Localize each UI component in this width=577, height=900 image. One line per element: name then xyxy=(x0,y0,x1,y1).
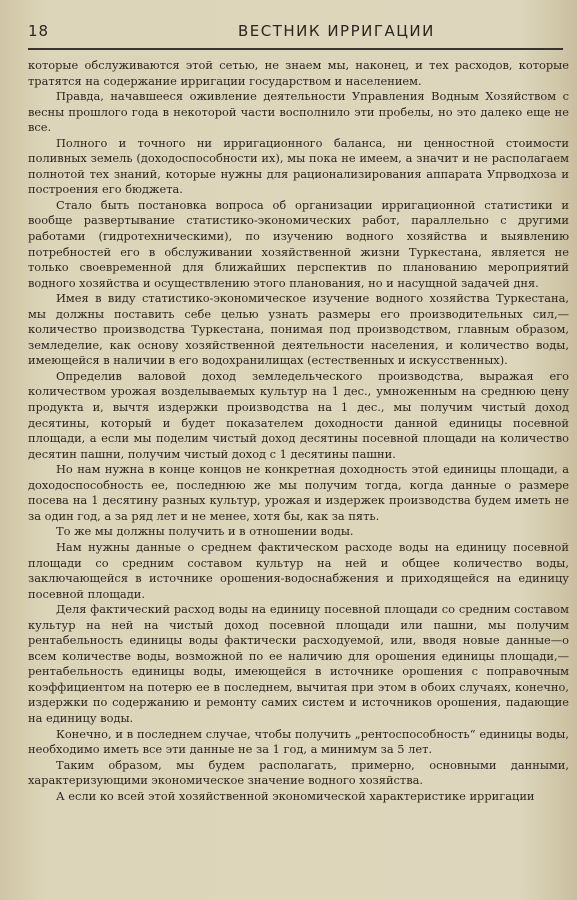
article-body xyxy=(28,58,569,804)
paragraph: Но нам нужна в конце концов не конкретная доходность этой единицы площади, а доходоспособность ее, последнюю же мы получим тогда, когда данные о размере посева на 1 десятину разных культур, урожая и издержек производства будем иметь не за один год, а за ряд лет и не менее, хотя бы, как за пять. xyxy=(28,462,569,523)
page-number: 18 xyxy=(28,22,50,40)
paragraph: То же мы должны получить и в отношении воды. xyxy=(56,524,354,539)
paragraph: Стало быть постановка вопроса об организации ирригационной статистики и вообще развертывание статистико-экономических работ, параллельно с другими работами (гидротехническими), по изучению водного хозяйства и выявлению потребностей его в обслуживании хозяйственной жизни Туркестана, является не только своевременной для ближайших перспектив по планованию мероприятий водного хозяйства и осуществлению этого планования, но и насущной задачей дня. xyxy=(28,197,569,290)
paragraph: Нам нужны данные о среднем фактическом расходе воды на единицу посевной площади со средним составом культур на ней и общее количество воды, заключающейся в источнике орошения-водоснабжения и приходящейся на единицу посевной площади. xyxy=(28,539,569,601)
paragraph: Полного и точного ни ирригационного баланса, ни ценностной стоимости поливных земель (доходоспособности их), мы пока не имеем, а значит и не располагаем полнотой тех знаний, которые нужны для рационализирования аппарата Упрводхоза и построения его бюджета. xyxy=(28,135,569,197)
paragraph: Имея в виду статистико-экономическое изучение водного хозяйства Туркестана, мы должны поставить себе целью узнать размеры его производительных сил,—количество производства Туркестана, понимая под производством, главным образом, земледелие, как основу хозяйственной деятельности населения, и количество воды, имеющейся в наличии в его водохранилищах (естественных и искусственных). xyxy=(28,291,569,368)
paragraph: Деля фактический расход воды на единицу посевной площади со средним составом культур на ней на чистый доход посевной площади или пашни, мы получим рентабельность единицы воды фактически расходуемой, или, вводя новые данные—о всем количестве воды, возможной по ее наличию для орошения единицы площади,—рентабельность единицы воды, имеющейся в источнике орошения с поправочным коэффициентом на потерю ее в последнем, вычитая при этом в обоих случаях, конечно, издержки по содержанию и ремонту самих систем и источников орошения, падающие на единицу воды. xyxy=(28,602,569,725)
paragraph: Определив валовой доход земледельческого производства, выражая его количеством урожая возделываемых культур на 1 дес., умноженным на среднюю цену продукта и, вычтя издержки производства на 1 дес., мы получим чистый доход десятины, который и будет показателем доходности данной единицы посевной площади, а если мы поделим чистый доход десятины посевной площади на количество десятин пашни, получим чистый доход с 1 десятины пашни. xyxy=(28,368,569,461)
paragraph: которые обслуживаются этой сетью, не знаем мы, наконец, и тех расходов, которые тратятся на содержание ирригации государством и населением. xyxy=(28,58,569,88)
page-header xyxy=(28,22,563,50)
paragraph: Конечно, и в последнем случае, чтобы получить „рентоспособность“ единицы воды, необходимо иметь все эти данные не за 1 год, а минимум за 5 лет. xyxy=(28,726,569,757)
paragraph: Таким образом, мы будем располагать, примерно, основными данными, характеризующими экономическое значение водного хозяйства. xyxy=(28,757,569,788)
paragraph: Правда, начавшееся оживление деятельности Управления Водным Хозяйством с весны прошлого года в некоторой части восполнило эти пробелы, но это далеко еще не все. xyxy=(28,89,569,135)
journal-title: ВЕСТНИК ИРРИГАЦИИ xyxy=(238,22,435,40)
paragraph: А если ко всей этой хозяйственной экономической характеристике ирригации xyxy=(56,788,535,803)
